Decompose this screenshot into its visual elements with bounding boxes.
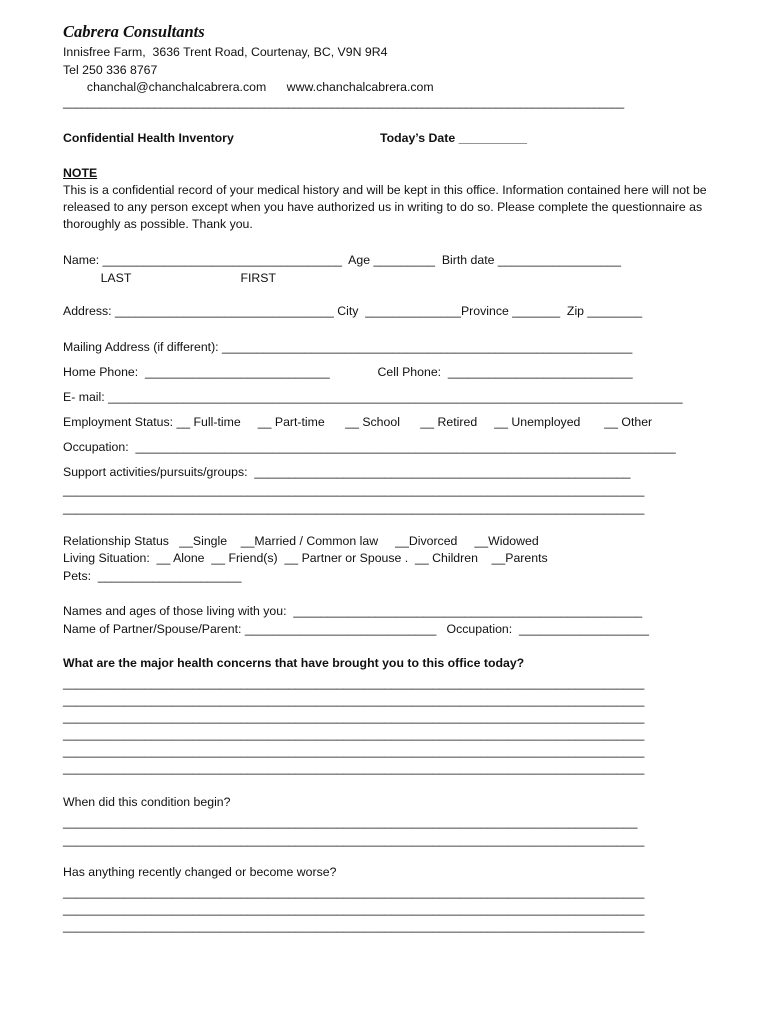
phone-fields[interactable]: Home Phone: ___________________________ Cell Phone: ___________________________ [63, 365, 633, 379]
answer-line[interactable]: ____________________________________________________________________________________ [63, 815, 638, 829]
address-field[interactable]: Address: ________________________________ City ______________Province _______ Zip ________ [63, 304, 643, 318]
living-situation-field[interactable]: Living Situation: __ Alone __ Friend(s) __ Partner or Spouse . __ Children __Parents [63, 551, 548, 565]
support-line[interactable]: _____________________________________________________________________________________ [63, 501, 645, 515]
answer-line[interactable]: _____________________________________________________________________________________ [63, 710, 645, 724]
answer-line[interactable]: _____________________________________________________________________________________ [63, 902, 645, 916]
answer-line[interactable]: _____________________________________________________________________________________ [63, 833, 645, 847]
company-phone: Tel 250 336 8767 [63, 63, 158, 77]
pets-field[interactable]: Pets: _____________________ [63, 569, 242, 583]
answer-line[interactable]: _____________________________________________________________________________________ [63, 885, 645, 899]
header-rule: ____________________________________________________________________________________________ [63, 97, 624, 109]
support-activities-field[interactable]: Support activities/pursuits/groups: _______________________________________________________ [63, 465, 631, 479]
names-ages-field[interactable]: Names and ages of those living with you: ___________________________________________________ [63, 604, 643, 618]
occupation-field[interactable]: Occupation: _______________________________________________________________________________ [63, 440, 676, 454]
mailing-address-field[interactable]: Mailing Address (if different): ____________________________________________________________ [63, 340, 633, 354]
form-title: Confidential Health Inventory [63, 131, 234, 145]
support-line[interactable]: _____________________________________________________________________________________ [63, 483, 645, 497]
answer-line[interactable]: _____________________________________________________________________________________ [63, 761, 645, 775]
name-sub-labels: LAST FIRST [63, 271, 276, 285]
partner-name-occupation-field[interactable]: Name of Partner/Spouse/Parent: ____________________________ Occupation: ___________________ [63, 622, 649, 636]
answer-line[interactable]: _____________________________________________________________________________________ [63, 744, 645, 758]
todays-date-field[interactable]: Today’s Date __________ [380, 131, 527, 145]
company-address: Innisfree Farm, 3636 Trent Road, Courtenay, BC, V9N 9R4 [63, 45, 388, 59]
email-field[interactable]: E- mail: ____________________________________________________________________________________ [63, 390, 683, 404]
answer-line[interactable]: _____________________________________________________________________________________ [63, 727, 645, 741]
note-heading: NOTE [63, 166, 98, 180]
note-text: This is a confidential record of your medical history and will be kept in this office. Information contained here will not be released to any person except when you have authorized us in writing to do so. Please complete the questionnaire as thoroughly as possible. Thank you. [63, 183, 707, 231]
answer-line[interactable]: _____________________________________________________________________________________ [63, 676, 645, 690]
name-age-birthdate-field[interactable]: Name: ___________________________________ Age _________ Birth date __________________ [63, 253, 621, 267]
employment-status-field[interactable]: Employment Status: __ Full-time __ Part-time __ School __ Retired __ Unemployed __ Other [63, 415, 653, 429]
company-contact: chanchal@chanchalcabrera.com www.chanchalcabrera.com [63, 80, 434, 94]
relationship-status-field[interactable]: Relationship Status __Single __Married / Common law __Divorced __Widowed [63, 534, 539, 548]
health-concerns-question: What are the major health concerns that have brought you to this office today? [63, 656, 525, 670]
answer-line[interactable]: _____________________________________________________________________________________ [63, 693, 645, 707]
condition-begin-question: When did this condition begin? [63, 795, 231, 809]
company-name: Cabrera Consultants [63, 22, 205, 41]
changed-worse-question: Has anything recently changed or become worse? [63, 865, 337, 879]
answer-line[interactable]: _____________________________________________________________________________________ [63, 919, 645, 933]
